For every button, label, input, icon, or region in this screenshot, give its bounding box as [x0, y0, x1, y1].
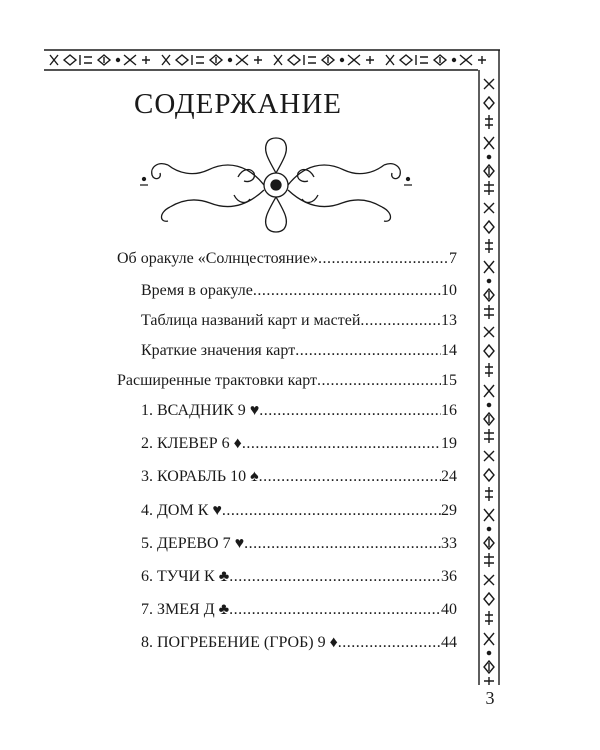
toc-item-label: Краткие значения карт: [141, 342, 296, 359]
toc-item-page: 19: [441, 435, 457, 452]
toc-item-page: 44: [441, 634, 457, 651]
toc-item-page: 15: [441, 372, 457, 389]
toc-item-page: 7: [449, 250, 457, 267]
toc-leader-dots: [360, 312, 441, 330]
toc-item[interactable]: [117, 468, 457, 492]
page-title: СОДЕРЖАНИЕ: [134, 88, 342, 120]
toc-leader-dots: [295, 342, 441, 360]
toc-item[interactable]: [117, 372, 457, 396]
page-number: 3: [485, 688, 495, 708]
toc-item-label: 8. ПОГРЕБЕНИЕ (ГРОБ) 9 ♦: [141, 634, 338, 651]
toc-item-label: 3. КОРАБЛЬ 10 ♠: [141, 468, 259, 485]
toc-item-page: 13: [441, 312, 457, 329]
toc-leader-dots: [229, 601, 441, 619]
toc-item-page: 10: [441, 282, 457, 299]
toc-item[interactable]: [117, 601, 457, 625]
toc-item[interactable]: [117, 312, 457, 336]
toc-leader-dots: [338, 634, 441, 652]
toc-item-page: 36: [441, 568, 457, 585]
toc-item[interactable]: [117, 535, 457, 559]
toc-item-page: 33: [441, 535, 457, 552]
toc-leader-dots: [242, 435, 441, 453]
toc-leader-dots: [259, 402, 441, 420]
toc-leader-dots: [222, 502, 441, 520]
toc-item-page: 24: [441, 468, 457, 485]
toc-item-label: Об оракуле «Солнцестояние»: [117, 250, 318, 267]
toc-leader-dots: [259, 468, 441, 486]
toc-leader-dots: [318, 250, 449, 268]
toc-item-label: Таблица названий карт и мастей: [141, 312, 361, 329]
toc-item-label: Время в оракуле: [141, 282, 253, 299]
toc-item-label: 7. ЗМЕЯ Д ♣: [141, 601, 230, 618]
toc-leader-dots: [317, 372, 441, 390]
floral-ornament-icon: [138, 135, 414, 235]
toc-item-label: 2. КЛЕВЕР 6 ♦: [141, 435, 242, 452]
toc-item-page: 40: [441, 601, 457, 618]
toc-leader-dots: [229, 568, 441, 586]
toc-item-label: 1. ВСАДНИК 9 ♥: [141, 402, 260, 419]
toc-item-label: 4. ДОМ К ♥: [141, 502, 222, 519]
toc-item-page: 29: [441, 502, 457, 519]
toc-leader-dots: [253, 282, 441, 300]
toc-item[interactable]: [117, 502, 457, 526]
toc-item-page: 14: [441, 342, 457, 359]
toc-item-label: Расширенные трактовки карт: [117, 372, 317, 389]
right-folk-border-icon: [478, 49, 500, 685]
toc-item[interactable]: [117, 282, 457, 306]
toc-item[interactable]: [117, 435, 457, 459]
toc-item-label: 6. ТУЧИ К ♣: [141, 568, 230, 585]
toc-item[interactable]: [117, 402, 457, 426]
toc-item[interactable]: [117, 342, 457, 366]
toc-item[interactable]: [117, 568, 457, 592]
toc-item[interactable]: [117, 250, 457, 274]
toc-item-label: 5. ДЕРЕВО 7 ♥: [141, 535, 245, 552]
toc-item[interactable]: [117, 634, 457, 658]
toc-item-page: 16: [441, 402, 457, 419]
toc-leader-dots: [244, 535, 441, 553]
top-folk-border-icon: [44, 49, 500, 71]
